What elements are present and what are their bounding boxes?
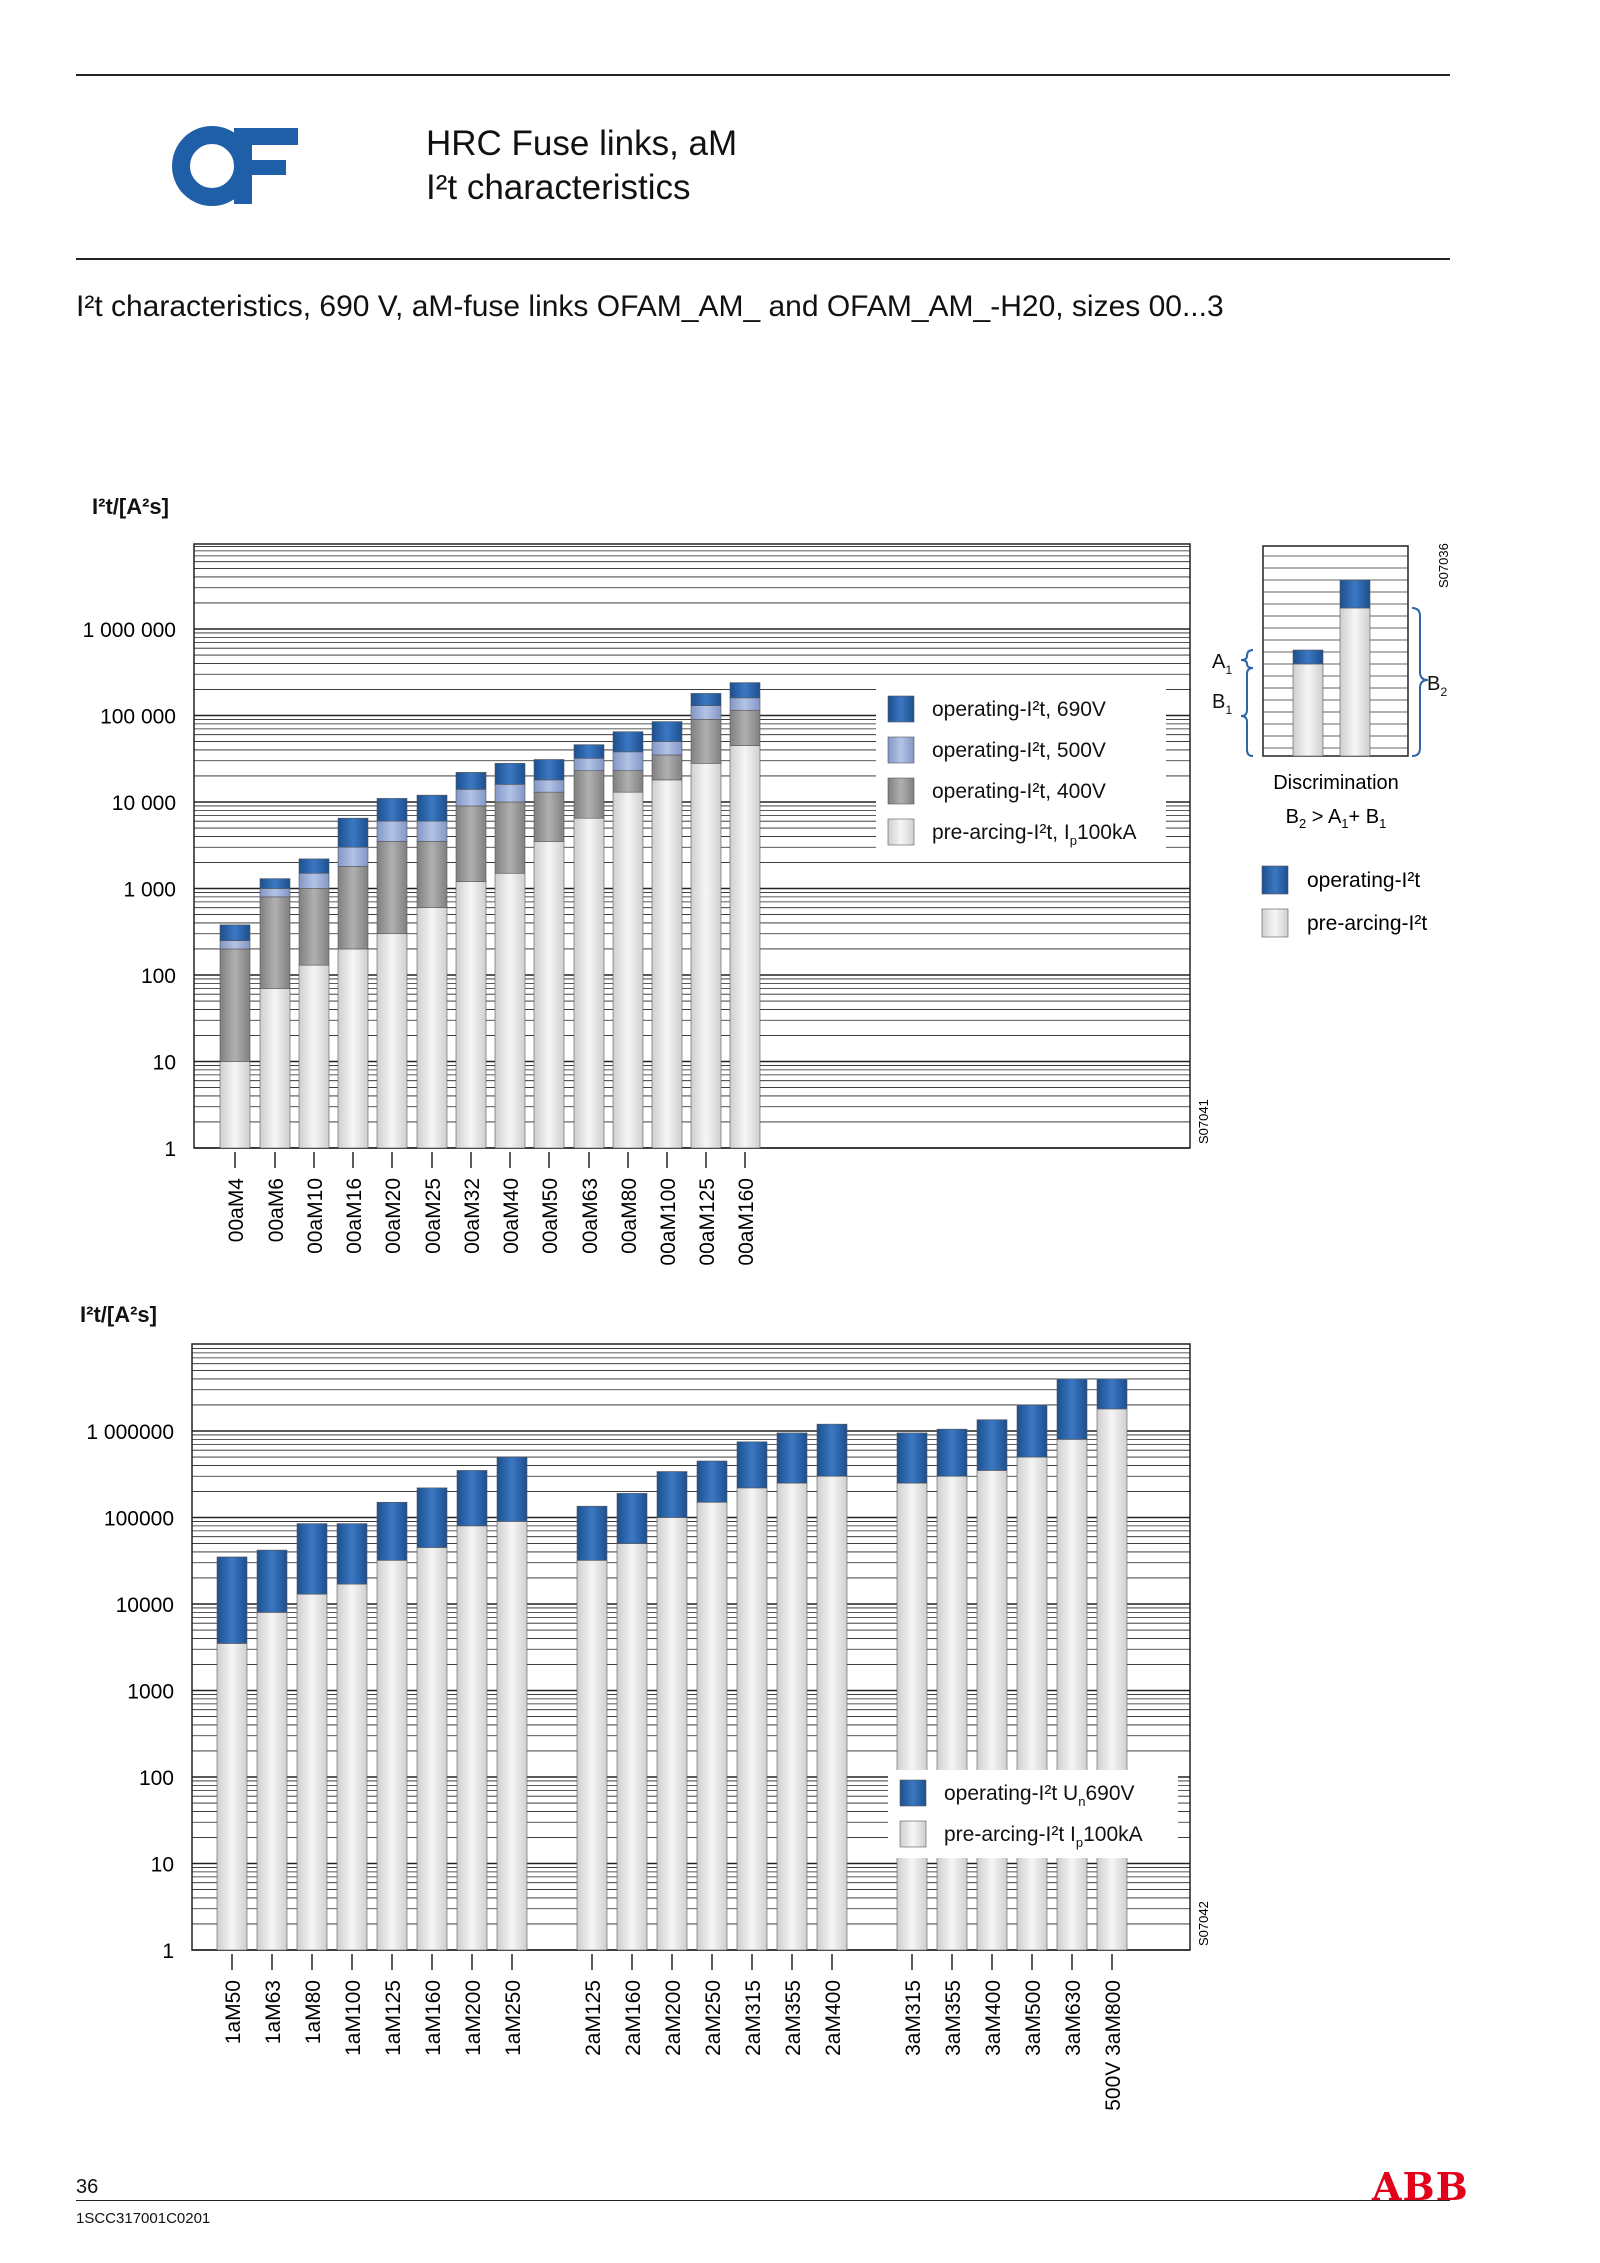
x-tick-label: 00aM6 [265, 1178, 288, 1243]
x-tick-label: 00aM160 [735, 1178, 758, 1266]
bar-00aM20 [377, 841, 407, 933]
bar-2aM160 [617, 1493, 647, 1543]
chart-1 [83, 544, 1211, 1266]
bar-00aM16 [338, 866, 368, 949]
bar-00aM4 [220, 925, 250, 941]
x-tick-label: 3aM400 [982, 1980, 1005, 2056]
label-a1: $A_1$ [1212, 651, 1233, 677]
chart-code: S07041 [1196, 1099, 1211, 1144]
x-tick-label: 2aM355 [782, 1980, 805, 2056]
chart-code: S07042 [1196, 1901, 1211, 1946]
bar-00aM32 [456, 882, 486, 1148]
abb-logo: ABB [1372, 2164, 1469, 2209]
bar-3aM355 [937, 1429, 967, 1476]
bar-00aM160 [730, 683, 760, 698]
y-tick-label: 100 000 [100, 705, 176, 729]
bar-00aM50 [534, 792, 564, 841]
bar-00aM125 [691, 719, 721, 763]
page-title-line2: I²t characteristics [426, 168, 691, 207]
bar-00aM80 [613, 792, 643, 1148]
bar-00aM80 [613, 732, 643, 752]
diagram-legend-label: pre-arcing-I²t [1307, 912, 1428, 935]
y-tick-label: 1 [164, 1138, 176, 1161]
x-tick-label: 2aM200 [662, 1980, 685, 2056]
bar-00aM160 [730, 698, 760, 710]
y-tick-label: 1000 [127, 1680, 174, 1704]
x-tick-label: 2aM160 [622, 1980, 645, 2056]
bar-00aM20 [377, 798, 407, 821]
legend-label: operating-I²t, 400V [932, 780, 1106, 803]
x-tick-label: 500V 3aM800 [1102, 1980, 1125, 2111]
diagram-code: S07036 [1436, 543, 1451, 588]
y-tick-label: 1 000 000 [82, 619, 176, 642]
bar-3aM500 [1017, 1457, 1047, 1950]
bar-b1 [1293, 664, 1323, 756]
bar-1aM125 [377, 1502, 407, 1560]
legend-swatch [900, 1780, 926, 1806]
bar-2aM200 [657, 1472, 687, 1518]
bar-2aM125 [577, 1506, 607, 1560]
x-tick-label: 00aM32 [461, 1178, 484, 1254]
label-b2: $B_2$ [1427, 673, 1448, 699]
y-tick-label: 100 [140, 965, 176, 988]
chart-2 [86, 1344, 1211, 2111]
bar-500V-3aM800 [1097, 1409, 1127, 1950]
bar-2aM200 [657, 1518, 687, 1951]
bar-00aM80 [613, 771, 643, 792]
bar-00aM160 [730, 745, 760, 1148]
diagram-caption-title: Discrimination [1273, 772, 1399, 794]
x-tick-label: 00aM4 [225, 1178, 248, 1243]
bar-2aM355 [777, 1483, 807, 1950]
bar-00aM63 [574, 818, 604, 1148]
bar-2aM355 [777, 1433, 807, 1483]
chart2-ylabel: I²t/[A²s] [80, 1302, 157, 1327]
bar-1aM160 [417, 1547, 447, 1950]
y-tick-label: 10 [152, 1051, 176, 1075]
bar-00aM63 [574, 771, 604, 818]
bar-3aM355 [937, 1476, 967, 1950]
bar-00aM80 [613, 752, 643, 771]
bar-2aM315 [737, 1442, 767, 1488]
x-tick-label: 00aM63 [579, 1178, 602, 1254]
y-tick-label: 1 000 [123, 878, 176, 902]
bar-00aM40 [495, 873, 525, 1148]
bar-00aM10 [299, 873, 329, 888]
bar-2aM125 [577, 1560, 607, 1950]
document-code: 1SCC317001C0201 [76, 2210, 211, 2227]
bar-3aM315 [897, 1483, 927, 1950]
legend-label: operating-I²t, 500V [932, 739, 1106, 762]
bar-00aM25 [417, 908, 447, 1148]
bar-1aM50 [217, 1557, 247, 1644]
bar-b2-op [1340, 580, 1370, 608]
footer-rule [76, 2200, 1450, 2201]
x-tick-label: 00aM40 [500, 1178, 523, 1254]
x-tick-label: 2aM315 [742, 1980, 765, 2056]
x-tick-label: 1aM125 [382, 1980, 405, 2056]
bar-00aM25 [417, 841, 447, 907]
bar-00aM10 [299, 889, 329, 966]
bar-1aM80 [297, 1524, 327, 1595]
bar-00aM25 [417, 821, 447, 841]
bar-1aM250 [497, 1457, 527, 1521]
bar-00aM50 [534, 841, 564, 1148]
diagram-legend-swatch [1262, 866, 1288, 894]
x-tick-label: 00aM125 [696, 1178, 719, 1266]
x-tick-label: 00aM25 [422, 1178, 445, 1254]
page-title-line1: HRC Fuse links, aM [426, 124, 738, 163]
bar-2aM160 [617, 1544, 647, 1950]
bar-00aM50 [534, 780, 564, 792]
bar-00aM160 [730, 710, 760, 745]
x-tick-label: 3aM500 [1022, 1980, 1045, 2056]
x-tick-label: 2aM250 [702, 1980, 725, 2056]
y-tick-label: 10 000 [111, 792, 176, 815]
bar-1aM200 [457, 1470, 487, 1525]
bar-00aM16 [338, 818, 368, 847]
section-subtitle: I²t characteristics, 690 V, aM-fuse links OFAM_AM_ and OFAM_AM_-H20, sizes 00...3 [76, 290, 1224, 323]
y-tick-label: 10 [150, 1853, 174, 1877]
bar-00aM25 [417, 795, 447, 821]
x-tick-label: 00aM100 [657, 1178, 680, 1266]
bar-3aM315 [897, 1433, 927, 1483]
bar-00aM6 [260, 897, 290, 989]
bar-3aM500 [1017, 1405, 1047, 1457]
legend-swatch [888, 778, 914, 804]
bar-00aM20 [377, 934, 407, 1148]
legend-label: operating-I²t, 690V [932, 698, 1106, 721]
bar-00aM100 [652, 780, 682, 1148]
bar-00aM10 [299, 859, 329, 873]
bar-2aM400 [817, 1476, 847, 1950]
x-tick-label: 00aM16 [343, 1178, 366, 1254]
bar-1aM100 [337, 1524, 367, 1584]
bar-00aM40 [495, 802, 525, 873]
legend-swatch [888, 819, 914, 845]
bar-2aM250 [697, 1502, 727, 1950]
legend-label: pre-arcing-I²t, $I_p100kA$ [932, 821, 1137, 848]
brace-b2 [1412, 608, 1428, 756]
y-tick-label: 100000 [103, 1507, 174, 1531]
discrimination-diagram [1212, 543, 1451, 937]
legend-swatch [888, 696, 914, 722]
y-tick-label: 10000 [115, 1594, 174, 1617]
bar-2aM315 [737, 1488, 767, 1950]
bar-1aM100 [337, 1584, 367, 1950]
bar-1aM80 [297, 1594, 327, 1950]
bar-00aM125 [691, 693, 721, 705]
diagram-frame [1263, 546, 1408, 756]
diagram-legend-swatch [1262, 909, 1288, 937]
y-tick-label: 1 [162, 1940, 174, 1963]
bar-00aM4 [220, 941, 250, 949]
bar-00aM125 [691, 763, 721, 1148]
x-tick-label: 00aM80 [618, 1178, 641, 1254]
bar-00aM63 [574, 745, 604, 759]
y-tick-label: 1 000000 [86, 1421, 174, 1444]
bar-1aM63 [257, 1612, 287, 1950]
x-tick-label: 00aM10 [304, 1178, 327, 1254]
bar-00aM100 [652, 742, 682, 755]
legend-label: pre-arcing-I²t $I_p100kA$ [944, 1823, 1143, 1850]
bar-00aM4 [220, 1062, 250, 1149]
bar-3aM630 [1057, 1379, 1087, 1439]
brace-b1 [1241, 668, 1253, 756]
x-tick-label: 2aM400 [822, 1980, 845, 2056]
bar-00aM50 [534, 759, 564, 779]
x-tick-label: 3aM315 [902, 1980, 925, 2056]
label-b1: $B_1$ [1212, 691, 1233, 717]
bar-00aM32 [456, 789, 486, 806]
bar-3aM630 [1057, 1439, 1087, 1950]
bar-b2-prearc [1340, 608, 1370, 756]
x-tick-label: 00aM20 [382, 1178, 405, 1254]
bar-500V-3aM800 [1097, 1379, 1127, 1409]
diagram-caption-formula: $B_2 > A_1+ B_1$ [1285, 806, 1387, 831]
bar-1aM250 [497, 1521, 527, 1950]
bar-00aM125 [691, 706, 721, 720]
bar-00aM32 [456, 806, 486, 882]
x-tick-label: 1aM100 [342, 1980, 365, 2056]
brace-a1 [1241, 650, 1253, 668]
y-tick-label: 100 [138, 1767, 174, 1790]
bar-a1 [1293, 650, 1323, 664]
bar-00aM10 [299, 965, 329, 1148]
bar-3aM400 [977, 1470, 1007, 1950]
bar-00aM16 [338, 847, 368, 866]
bar-00aM100 [652, 755, 682, 780]
chart1-ylabel: I²t/[A²s] [92, 494, 169, 519]
bar-1aM50 [217, 1643, 247, 1950]
bar-1aM63 [257, 1550, 287, 1612]
x-tick-label: 1aM250 [502, 1980, 525, 2056]
x-tick-label: 2aM125 [582, 1980, 605, 2056]
x-tick-label: 1aM80 [302, 1980, 325, 2045]
x-tick-label: 1aM200 [462, 1980, 485, 2056]
bar-00aM6 [260, 879, 290, 889]
legend-swatch [900, 1821, 926, 1847]
bar-2aM250 [697, 1461, 727, 1502]
legend-swatch [888, 737, 914, 763]
bar-00aM100 [652, 722, 682, 742]
bar-00aM63 [574, 758, 604, 770]
bar-00aM40 [495, 784, 525, 802]
page-number: 36 [76, 2176, 99, 2198]
bar-00aM32 [456, 772, 486, 789]
bar-00aM4 [220, 949, 250, 1062]
bar-1aM160 [417, 1488, 447, 1548]
bar-00aM40 [495, 763, 525, 784]
legend-label: operating-I²t $U_n690V$ [944, 1782, 1135, 1809]
bar-2aM400 [817, 1424, 847, 1476]
x-tick-label: 3aM630 [1062, 1980, 1085, 2056]
bar-1aM125 [377, 1560, 407, 1950]
x-tick-label: 1aM160 [422, 1980, 445, 2056]
diagram-legend-label: operating-I²t [1307, 869, 1421, 892]
bar-1aM200 [457, 1526, 487, 1950]
x-tick-label: 1aM50 [222, 1980, 245, 2045]
x-tick-label: 00aM50 [539, 1178, 562, 1254]
bar-00aM16 [338, 949, 368, 1148]
bar-00aM6 [260, 889, 290, 897]
x-tick-label: 1aM63 [262, 1980, 285, 2045]
x-tick-label: 3aM355 [942, 1980, 965, 2056]
bar-00aM6 [260, 988, 290, 1148]
bar-00aM20 [377, 821, 407, 841]
bar-3aM400 [977, 1420, 1007, 1471]
